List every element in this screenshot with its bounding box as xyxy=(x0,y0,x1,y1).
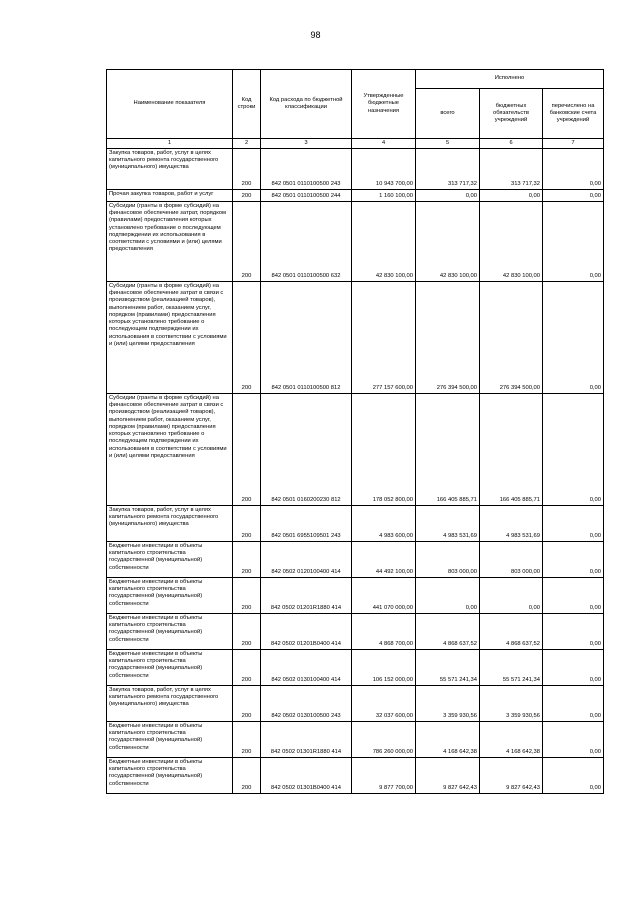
header-budget-code: Код расхода по бюджетной классификации xyxy=(261,70,352,139)
row-name: Бюджетные инвестиции в объекты капитального строительства государственной (муниципальной) собственности xyxy=(107,613,233,649)
table-row xyxy=(107,189,604,201)
row-total: 42 830 100,00 xyxy=(416,201,480,281)
row-budget-code: 842 0502 01201B0400 414 xyxy=(261,613,352,649)
table-row xyxy=(107,201,604,281)
row-code: 200 xyxy=(233,613,261,649)
row-code: 200 xyxy=(233,189,261,201)
header-total: всего xyxy=(416,89,480,139)
row-total: 0,00 xyxy=(416,189,480,201)
row-transferred: 0,00 xyxy=(543,541,604,577)
row-total: 4 868 637,52 xyxy=(416,613,480,649)
row-code: 200 xyxy=(233,577,261,613)
table-row xyxy=(107,757,604,793)
row-budget-code: 842 0502 01301R1880 414 xyxy=(261,721,352,757)
row-budget-code: 842 0502 0130100500 243 xyxy=(261,685,352,721)
col-number: 7 xyxy=(543,139,604,149)
row-name: Бюджетные инвестиции в объекты капитального строительства государственной (муниципальной) собственности xyxy=(107,649,233,685)
row-total: 313 717,32 xyxy=(416,148,480,189)
table-row xyxy=(107,541,604,577)
col-number: 3 xyxy=(261,139,352,149)
row-budget-code: 842 0501 6955109501 243 xyxy=(261,505,352,541)
col-number: 5 xyxy=(416,139,480,149)
row-obligations: 276 394 500,00 xyxy=(480,281,543,393)
row-transferred: 0,00 xyxy=(543,757,604,793)
row-total: 803 000,00 xyxy=(416,541,480,577)
row-total: 166 405 885,71 xyxy=(416,393,480,505)
row-budget-code: 842 0502 0120100400 414 xyxy=(261,541,352,577)
row-budget-code: 842 0501 0110100500 812 xyxy=(261,281,352,393)
row-approved: 106 152 000,00 xyxy=(352,649,416,685)
row-transferred: 0,00 xyxy=(543,189,604,201)
row-obligations: 3 359 930,56 xyxy=(480,685,543,721)
row-name: Закупка товаров, работ, услуг в целях капитального ремонта государственного (муниципального) имущества xyxy=(107,685,233,721)
row-approved: 441 070 000,00 xyxy=(352,577,416,613)
row-code: 200 xyxy=(233,757,261,793)
row-approved: 44 492 100,00 xyxy=(352,541,416,577)
row-budget-code: 842 0501 0110100500 632 xyxy=(261,201,352,281)
col-number: 4 xyxy=(352,139,416,149)
table-row xyxy=(107,649,604,685)
row-approved: 277 157 600,00 xyxy=(352,281,416,393)
row-obligations: 313 717,32 xyxy=(480,148,543,189)
header-obligations: бюджетных обязательств учреждений xyxy=(480,89,543,139)
row-code: 200 xyxy=(233,505,261,541)
header-approved: Утвержденные бюджетные назначения xyxy=(352,70,416,139)
table-row xyxy=(107,721,604,757)
row-total: 9 827 642,43 xyxy=(416,757,480,793)
row-obligations: 9 827 642,43 xyxy=(480,757,543,793)
col-number: 6 xyxy=(480,139,543,149)
row-code: 200 xyxy=(233,201,261,281)
row-total: 0,00 xyxy=(416,577,480,613)
row-budget-code: 842 0501 0160200230 812 xyxy=(261,393,352,505)
row-obligations: 4 868 637,52 xyxy=(480,613,543,649)
row-obligations: 4 983 531,69 xyxy=(480,505,543,541)
row-approved: 9 877 700,00 xyxy=(352,757,416,793)
row-code: 200 xyxy=(233,649,261,685)
table-row xyxy=(107,577,604,613)
row-budget-code: 842 0502 0130100400 414 xyxy=(261,649,352,685)
row-name: Прочая закупка товаров, работ и услуг xyxy=(107,189,233,201)
row-obligations: 0,00 xyxy=(480,577,543,613)
col-number: 1 xyxy=(107,139,233,149)
row-approved: 10 943 700,00 xyxy=(352,148,416,189)
row-approved: 1 160 100,00 xyxy=(352,189,416,201)
row-name: Закупка товаров, работ, услуг в целях капитального ремонта государственного (муниципального) имущества xyxy=(107,148,233,189)
row-budget-code: 842 0501 0110100500 243 xyxy=(261,148,352,189)
row-transferred: 0,00 xyxy=(543,613,604,649)
row-name: Субсидии (гранты в форме субсидий) на финансовое обеспечение затрат, порядком (правилами) предоставления которых установлено требование о последующем подтверждении их использования в соответствии с условиями и (или) целями предоставления xyxy=(107,201,233,281)
row-transferred: 0,00 xyxy=(543,505,604,541)
row-total: 4 983 531,69 xyxy=(416,505,480,541)
row-name: Бюджетные инвестиции в объекты капитального строительства государственной (муниципальной) собственности xyxy=(107,757,233,793)
table-row xyxy=(107,505,604,541)
row-code: 200 xyxy=(233,393,261,505)
col-number: 2 xyxy=(233,139,261,149)
row-total: 4 168 642,38 xyxy=(416,721,480,757)
row-total: 3 359 930,56 xyxy=(416,685,480,721)
row-transferred: 0,00 xyxy=(543,721,604,757)
table-row xyxy=(107,685,604,721)
row-total: 276 394 500,00 xyxy=(416,281,480,393)
row-obligations: 4 168 642,38 xyxy=(480,721,543,757)
row-approved: 786 260 000,00 xyxy=(352,721,416,757)
budget-execution-table xyxy=(106,69,604,794)
header-executed: Исполнено xyxy=(416,70,604,89)
row-approved: 178 052 800,00 xyxy=(352,393,416,505)
table-row xyxy=(107,281,604,393)
header-name: Наименование показателя xyxy=(107,70,233,139)
row-code: 200 xyxy=(233,541,261,577)
page-number: 98 xyxy=(310,30,321,40)
row-transferred: 0,00 xyxy=(543,649,604,685)
row-budget-code: 842 0502 01201R1880 414 xyxy=(261,577,352,613)
row-transferred: 0,00 xyxy=(543,393,604,505)
row-name: Субсидии (гранты в форме субсидий) на финансовое обеспечение затрат в связи с производством (реализацией товаров), выполнением работ, оказанием услуг, порядком (правилами) предоставления которых установлено требование о последующем подтверждении их использования в соответствии с условиями и (или) целями предоставления xyxy=(107,281,233,393)
row-obligations: 55 571 241,34 xyxy=(480,649,543,685)
row-name: Закупка товаров, работ, услуг в целях капитального ремонта государственного (муниципального) имущества xyxy=(107,505,233,541)
row-obligations: 0,00 xyxy=(480,189,543,201)
row-total: 55 571 241,34 xyxy=(416,649,480,685)
row-budget-code: 842 0502 01301B0400 414 xyxy=(261,757,352,793)
row-approved: 4 983 600,00 xyxy=(352,505,416,541)
table-row xyxy=(107,613,604,649)
table-row xyxy=(107,393,604,505)
row-code: 200 xyxy=(233,281,261,393)
row-obligations: 166 405 885,71 xyxy=(480,393,543,505)
row-name: Бюджетные инвестиции в объекты капитального строительства государственной (муниципальной) собственности xyxy=(107,577,233,613)
row-name: Бюджетные инвестиции в объекты капитального строительства государственной (муниципальной) собственности xyxy=(107,721,233,757)
header-transferred: перечислено на банковские счета учреждений xyxy=(543,89,604,139)
row-approved: 42 830 100,00 xyxy=(352,201,416,281)
row-name: Бюджетные инвестиции в объекты капитального строительства государственной (муниципальной) собственности xyxy=(107,541,233,577)
row-code: 200 xyxy=(233,685,261,721)
row-transferred: 0,00 xyxy=(543,577,604,613)
row-approved: 4 868 700,00 xyxy=(352,613,416,649)
row-name: Субсидии (гранты в форме субсидий) на финансовое обеспечение затрат в связи с производством (реализацией товаров), выполнением работ, оказанием услуг, порядком (правилами) предоставления которых установлено требование о последующем подтверждении их использования в соответствии с условиями и (или) целями предоставления xyxy=(107,393,233,505)
row-obligations: 42 830 100,00 xyxy=(480,201,543,281)
table-row xyxy=(107,148,604,189)
row-code: 200 xyxy=(233,148,261,189)
row-transferred: 0,00 xyxy=(543,685,604,721)
row-approved: 32 037 600,00 xyxy=(352,685,416,721)
header-row-code: Код строки xyxy=(233,70,261,139)
row-transferred: 0,00 xyxy=(543,281,604,393)
row-obligations: 803 000,00 xyxy=(480,541,543,577)
row-budget-code: 842 0501 0110100500 244 xyxy=(261,189,352,201)
row-transferred: 0,00 xyxy=(543,201,604,281)
row-code: 200 xyxy=(233,721,261,757)
row-transferred: 0,00 xyxy=(543,148,604,189)
